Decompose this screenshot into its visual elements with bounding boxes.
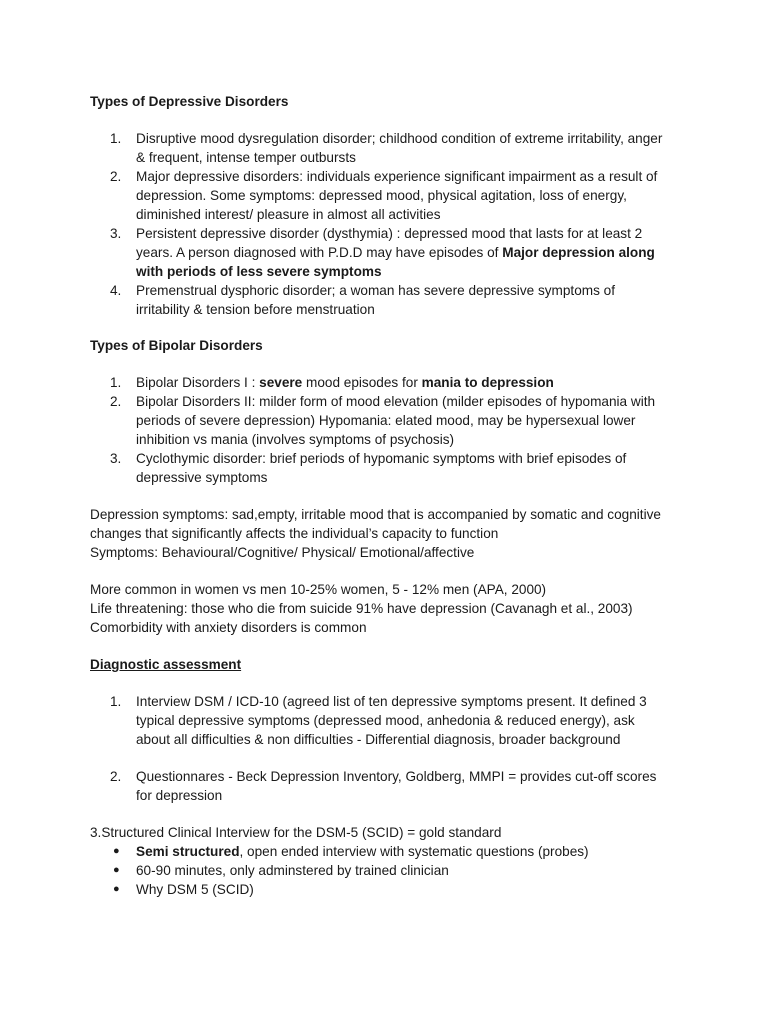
list-item-text: Bipolar Disorders II: milder form of mood elevation (milder episodes of hypomania with [136,394,656,409]
paragraph-line: 3.Structured Clinical Interview for the DSM-5 (SCID) = gold standard [90,825,502,840]
paragraph-line: More common in women vs men 10-25% women, 5 - 12% men (APA, 2000) [90,582,547,597]
bullet-icon: ● [113,883,120,895]
list-item-text: Cyclothymic disorder: brief periods of hypomanic symptoms with brief episodes of [136,451,627,466]
list-item-text: depression. Some symptoms: depressed mood, physical agitation, loss of energy, [136,188,627,203]
list-item-text: diminished interest/ pleasure in almost all activities [136,207,441,222]
bullet-icon: ● [113,864,120,876]
list-number: 2. [110,769,122,784]
list-item-text: & frequent, intense temper outbursts [136,150,356,165]
bullet-item-text [136,842,589,861]
bullet-item-text: 60-90 minutes, only adminstered by trained clinician [136,863,449,878]
bold-text-run: Semi structured [136,844,240,859]
list-item-text: Major depressive disorders: individuals experience significant impairment as a result of [136,169,658,184]
bold-text-run: Major depression along [502,245,655,260]
paragraph-line: Depression symptoms: sad,empty, irritable mood that is accompanied by somatic and cognitive [90,507,661,522]
paragraph-line: Life threatening: those who die from suicide 91% have depression (Cavanagh et al., 2003) [90,601,633,616]
list-item-text: Questionnares - Beck Depression Inventory, Goldberg, MMPI = provides cut-off scores [136,769,657,784]
text-run: Bipolar Disorders I : [136,375,260,390]
list-number: 2. [110,169,122,184]
list-item-text: inhibition vs mania (involves symptoms of psychosis) [136,432,455,447]
list-item-text: irritability & tension before menstruation [136,302,375,317]
bold-text-run: mania to depression [421,375,554,390]
bold-text-run: severe [259,375,303,390]
list-item-text: periods of severe depression) Hypomania: elated mood, may be hypersexual lower [136,413,636,428]
text-run: , open ended interview with systematic questions (probes) [239,844,589,859]
paragraph-line: Comorbidity with anxiety disorders is common [90,620,367,635]
list-item-text: depressive symptoms [136,470,268,485]
list-number: 1. [110,131,122,146]
heading-depressive-disorders: Types of Depressive Disorders [90,94,289,109]
list-number: 1. [110,694,122,709]
list-number: 2. [110,394,122,409]
list-item-text: for depression [136,788,223,803]
list-item-text: Interview DSM / ICD-10 (agreed list of ten depressive symptoms present. It defined 3 [136,694,647,709]
list-number: 4. [110,283,122,298]
list-item-text: Disruptive mood dysregulation disorder; childhood condition of extreme irritability, anger [136,131,663,146]
list-item-text-bold: with periods of less severe symptoms [136,264,382,279]
list-number: 3. [110,226,122,241]
list-item-text: typical depressive symptoms (depressed mood, anhedonia & reduced energy), ask [136,713,635,728]
list-item-text [136,373,554,392]
list-number: 3. [110,451,122,466]
bullet-item-text: Why DSM 5 (SCID) [136,882,254,897]
text-run: years. A person diagnosed with P.D.D may have episodes of [136,245,503,260]
list-number: 1. [110,375,122,390]
list-item-text: about all difficulties & non difficulties - Differential diagnosis, broader background [136,732,621,747]
heading-diagnostic-assessment: Diagnostic assessment [90,657,242,672]
list-item-text: Premenstrual dysphoric disorder; a woman has severe depressive symptoms of [136,283,616,298]
list-item-text: Persistent depressive disorder (dysthymia) : depressed mood that lasts for at least 2 [136,226,643,241]
list-item-text [136,243,655,262]
bullet-icon: ● [113,845,120,857]
heading-bipolar-disorders: Types of Bipolar Disorders [90,338,263,353]
paragraph-line: Symptoms: Behavioural/Cognitive/ Physical/ Emotional/affective [90,545,475,560]
paragraph-line: changes that significantly affects the individual’s capacity to function [90,526,499,541]
text-run: mood episodes for [302,375,422,390]
